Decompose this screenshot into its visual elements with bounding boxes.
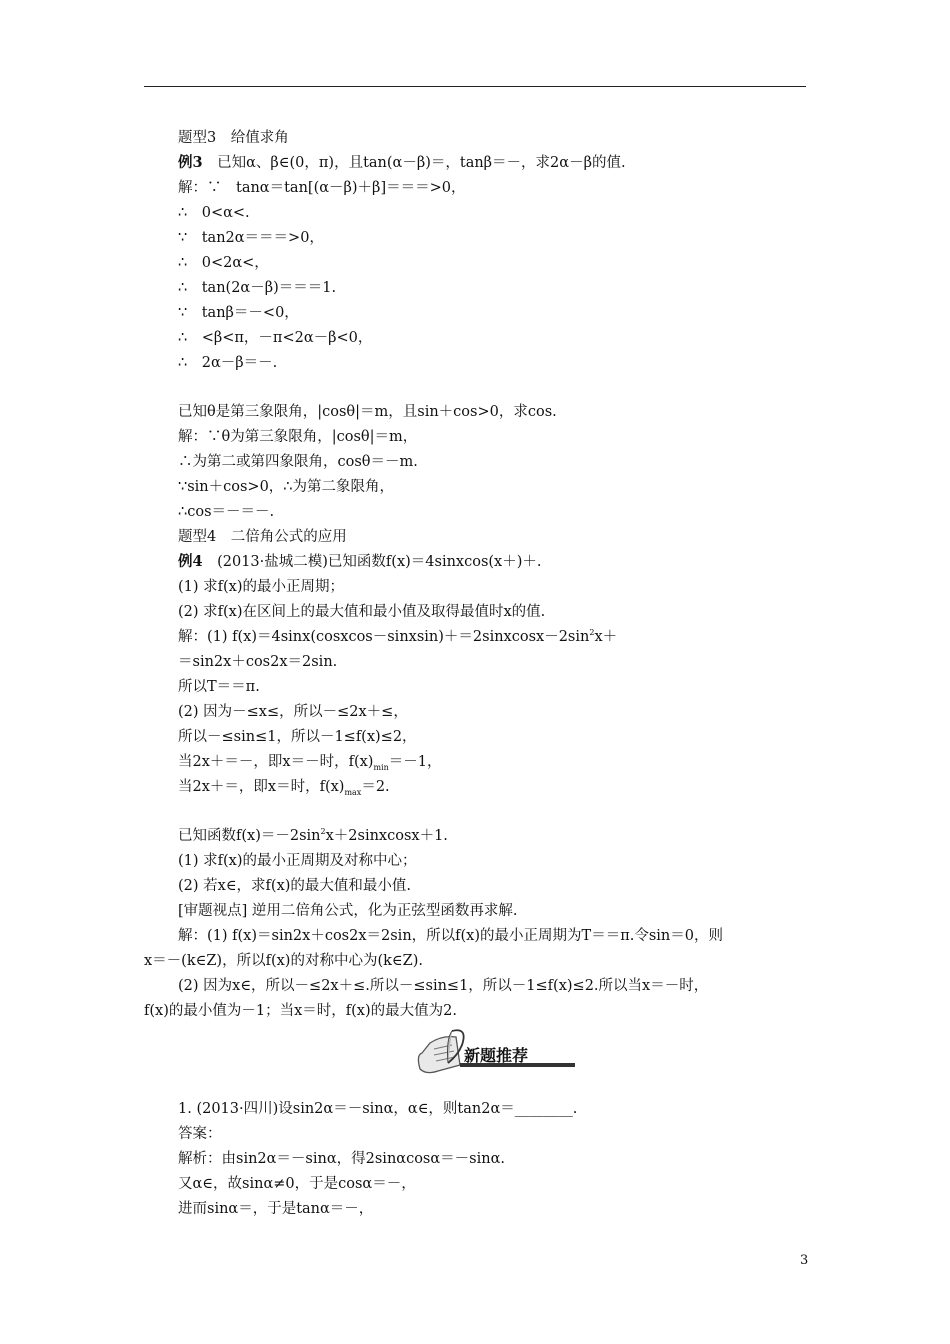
section-heading-type3: 题型3 给值求角 <box>178 130 289 146</box>
exercise-text: x＋2sinxcosx＋1. <box>325 828 448 844</box>
solution-line: ∴ 2α－β＝－. <box>178 355 278 371</box>
solution-line: 解：∵ tanα＝tan[(α－β)＋β]＝＝＝>0， <box>178 180 466 196</box>
solution-text: x＋ <box>594 629 618 645</box>
example4-text: (2013·盐城二模)已知函数f(x)＝4sinxcos(x＋)＋. <box>202 554 542 570</box>
solution-line: x＝－(k∈Z)，所以f(x)的对称中心为(k∈Z). <box>144 953 423 969</box>
solution-line: ∵ tanβ＝－<0， <box>178 305 299 321</box>
solution-line: 所以－≤sin≤1，所以－1≤f(x)≤2， <box>178 729 417 745</box>
analysis-line: 进而sinα＝，于是tanα＝－， <box>178 1201 374 1217</box>
solution-line: ∴为第二或第四象限角，cosθ＝－m. <box>178 454 418 470</box>
solution-line: ∴cos＝－＝－. <box>178 504 275 520</box>
solution-line: 解：∵θ为第三象限角，|cosθ|＝m， <box>178 429 418 445</box>
solution-text: 解：(1) f(x)＝4sinx(cosxcos－sinxsin)＋＝2sinxcosx－2sin <box>178 629 590 645</box>
exercise-text: 已知函数f(x)＝－2sin <box>178 828 321 844</box>
subscript: min <box>373 762 389 772</box>
solution-line <box>178 627 617 647</box>
answer-label: 答案： <box>178 1126 222 1142</box>
example3-statement <box>178 153 626 173</box>
solution-text: 当2x＋＝，即x＝时，f(x) <box>178 779 345 795</box>
solution-line: ∵sin＋cos>0，∴为第二象限角， <box>178 479 395 495</box>
banner-title: 新题推荐 <box>464 1046 529 1065</box>
problem-statement: 1. (2013·四川)设sin2α＝－sinα，α∈，则tan2α＝________. <box>178 1101 578 1117</box>
analysis-line: 解析：由sin2α＝－sinα，得2sinαcosα＝－sinα. <box>178 1151 505 1167</box>
solution-line: ∵ tan2α＝＝＝>0， <box>178 230 324 246</box>
header-rule <box>144 86 806 87</box>
solution-line: 解：(1) f(x)＝sin2x＋cos2x＝2sin，所以f(x)的最小正周期为T＝＝π.令sin＝0，则 <box>178 928 723 944</box>
solution-line: 所以T＝＝π. <box>178 679 260 695</box>
solution-line: ∴ 0<α<. <box>178 205 250 221</box>
exponent: 2 <box>589 628 595 638</box>
solution-text: 当2x＋＝－，即x＝－时，f(x) <box>178 754 374 770</box>
example3-text: 已知α、β∈(0，π)，且tan(α－β)＝，tanβ＝－，求2α－β的值. <box>202 155 626 171</box>
solution-line: ∴ tan(2α－β)＝＝＝1. <box>178 280 337 296</box>
solution-text: ＝－1， <box>388 754 442 770</box>
question-part: (1) 求f(x)的最小正周期及对称中心； <box>178 853 417 869</box>
solution-line <box>178 752 441 772</box>
question-part: (2) 求f(x)在区间上的最大值和最小值及取得最值时x的值. <box>178 604 546 620</box>
example3-label: 例3 <box>178 154 203 171</box>
page-number: 3 <box>800 1253 809 1268</box>
exponent: 2 <box>320 827 326 837</box>
solution-line: ∴ <β<π，－π<2α－β<0， <box>178 330 373 346</box>
exercise-statement <box>178 826 448 846</box>
review-viewpoint: [审题视点] 逆用二倍角公式，化为正弦型函数再求解. <box>178 903 518 919</box>
question-part: (1) 求f(x)的最小正周期； <box>178 579 345 595</box>
exercise-statement: 已知θ是第三象限角，|cosθ|＝m，且sin＋cos>0，求cos. <box>178 404 557 420</box>
question-part: (2) 若x∈，求f(x)的最大值和最小值. <box>178 878 412 894</box>
solution-line: f(x)的最小值为－1；当x＝时，f(x)的最大值为2. <box>144 1003 457 1019</box>
analysis-line: 又α∈，故sinα≠0，于是cosα＝－， <box>178 1176 416 1192</box>
solution-line: (2) 因为x∈，所以－≤2x＋≤.所以－≤sin≤1，所以－1≤f(x)≤2.所以当x＝－时， <box>178 978 709 994</box>
solution-line: ∴ 0<2α<， <box>178 255 269 271</box>
subscript: max <box>344 787 362 797</box>
solution-line <box>178 777 390 797</box>
section-heading-type4: 题型4 二倍角公式的应用 <box>178 529 347 545</box>
solution-text: ＝2. <box>361 779 390 795</box>
solution-line: ＝sin2x＋cos2x＝2sin. <box>178 654 338 670</box>
example4-statement <box>178 552 542 572</box>
solution-line: (2) 因为－≤x≤，所以－≤2x＋≤， <box>178 704 408 720</box>
example4-label: 例4 <box>178 553 203 570</box>
